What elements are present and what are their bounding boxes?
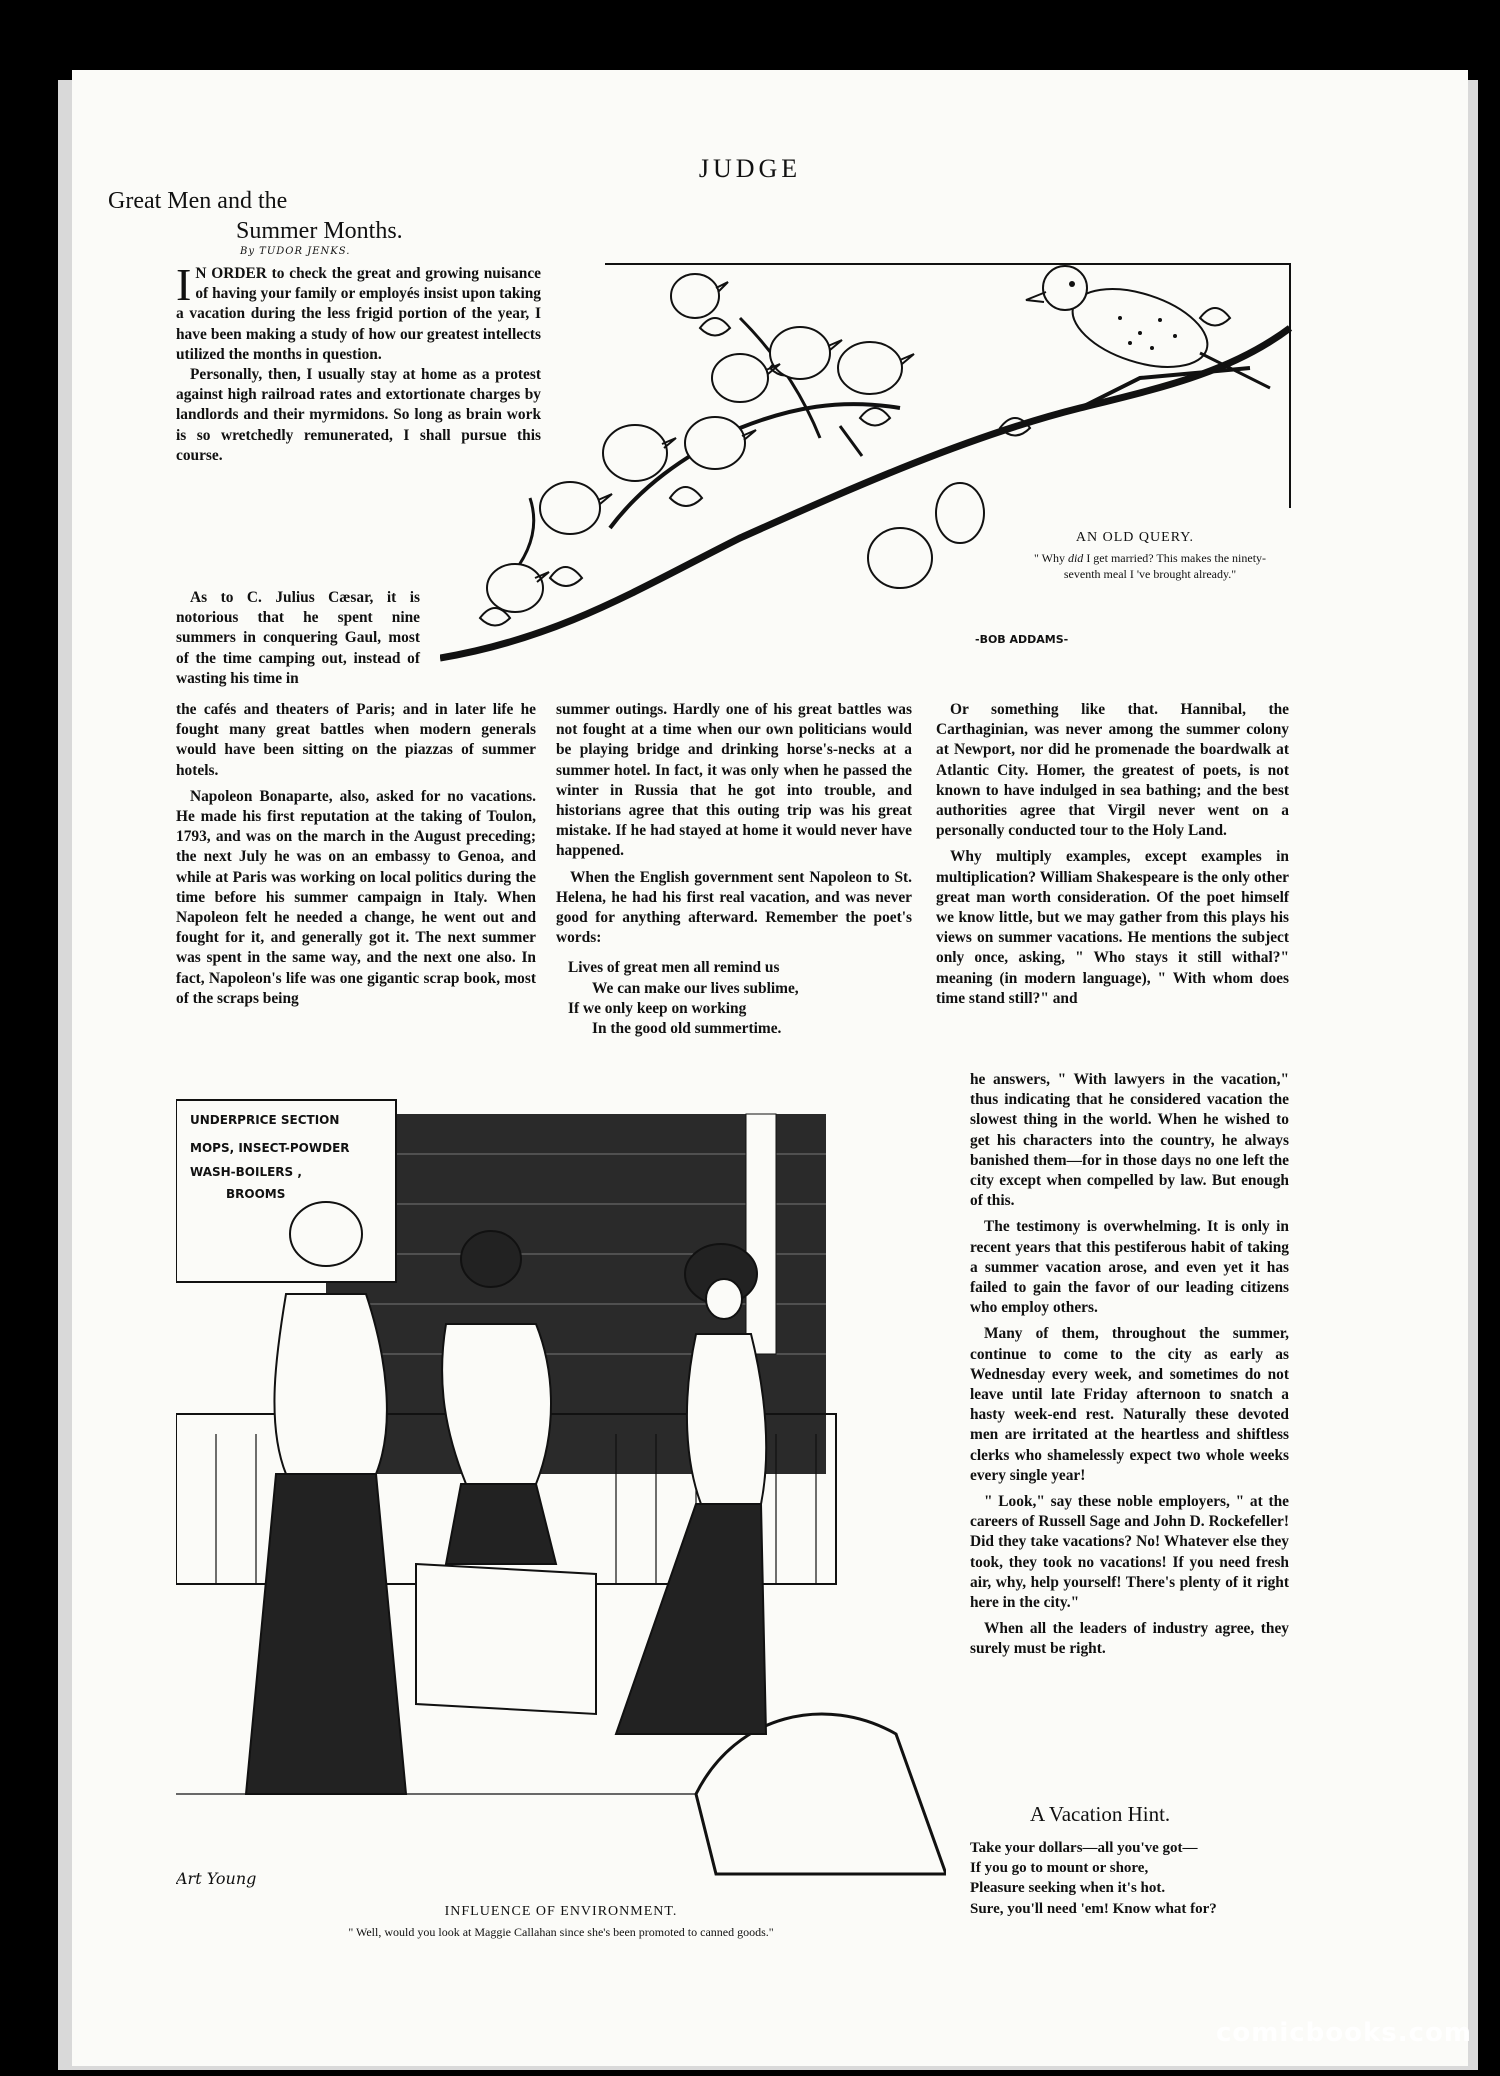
paragraph-3a: As to C. Julius Cæsar, it is notorious that he spent nine summers in conquering Gaul, most of the time camping out, instead of wasting his time in	[176, 589, 420, 687]
bird-cartoon-caption: " Why did I get married? This makes the ninety-seventh meal I 've brought already."	[1033, 551, 1267, 581]
sign-title: UNDERPRICE SECTION	[190, 1113, 340, 1127]
poem2-title: A Vacation Hint.	[1030, 1802, 1171, 1826]
underprice-sign	[176, 1100, 396, 1282]
paragraph-10: Many of them, throughout the summer, continue to come to the city as early as Wednesday every week, and sometimes do not leave until late Friday afternoon to snatch a hasty week-end rest. Naturally these devoted men are irritated at the heartless and shiftless clerks who shamelessly expect two whole weeks every single year!	[970, 1325, 1289, 1484]
watermark: comicbooks.com	[1215, 2018, 1472, 2048]
poem-line: Lives of great men all remind us	[568, 959, 780, 977]
bird-cartoon-illustration	[440, 258, 1300, 678]
paragraph-4: Napoleon Bonaparte, also, asked for no vacations. He made his first reputation at the taking of Toulon, 1793, and was on the march in the August preceding; the next July he was on an embassy to Genoa, and while at Paris was working on local politics during the time before his summer campaign in Italy. When Napoleon felt he needed a change, he went out and fought for it, and generally got it. The next summer was spent in the same way, and the next one also. In fact, Napoleon's life was one gigantic scrap book, most of the scraps being	[176, 787, 536, 1007]
store-cartoon-title: INFLUENCE OF ENVIRONMENT.	[444, 1904, 678, 1919]
paragraph-2: Personally, then, I usually stay at home as a protest against high railroad rates and extortionate charges by landlords and their myrmidons. So long as brain work is so wretchedly remunerated, I shall pursue this course.	[176, 366, 541, 464]
paragraph-12: When all the leaders of industry agree, they surely must be right.	[970, 1620, 1289, 1658]
paragraph-8b: he answers, " With lawyers in the vacation," thus indicating that he considered vacation the slowest thing in the world. When he wished to get his characters into the country, he always banished them—for in those days no one left the city except when compelled by law. But enough of this.	[970, 1071, 1289, 1210]
column-1-bottom	[176, 700, 536, 1009]
paragraph-6: When the English government sent Napoleon to St. Helena, he had his first real vacation, and was never good for anything afterward. Remember the poet's words:	[556, 868, 912, 947]
paragraph-3b: the cafés and theaters of Paris; and in later life he fought many great battles when modern generals would have been sitting on the piazzas of summer hotels.	[176, 701, 536, 779]
paragraph-5: summer outings. Hardly one of his great battles was not fought at a time when our own politicians would be playing bridge and drinking horse's-necks at a summer hotel. In fact, it was only when he passed the winter in Russia that he got into trouble, and historians agree that this outing trip was his great mistake. If he had stayed at home it would never have happened.	[556, 701, 912, 860]
poem-line: We can make our lives sublime,	[592, 979, 799, 997]
column-3-top	[936, 700, 1289, 1009]
article-title-line1: Great Men and the	[108, 188, 288, 214]
sign-line: BROOMS	[226, 1187, 286, 1201]
column-2	[556, 700, 912, 1039]
poem2-line: Pleasure seeking when it's hot.	[970, 1880, 1166, 1897]
store-cartoon-illustration	[176, 1094, 946, 1894]
bird-cartoon-title: AN OLD QUERY.	[1075, 530, 1195, 545]
poem2	[970, 1838, 1300, 1919]
poem-line: In the good old summertime.	[592, 1020, 782, 1038]
store-cartoon-signature: Art Young	[176, 1869, 257, 1888]
paragraph-1: I N ORDER to check the great and growing nuisance of having your family or employés insist upon taking a vacation during the less frigid portion of the year, I have been making a study of how our greatest intellects utilized the months in question.	[176, 259, 541, 363]
poem	[568, 958, 912, 1039]
article-title	[108, 186, 438, 246]
article-title-line2: Summer Months.	[236, 218, 403, 244]
column-3-bottom	[970, 1070, 1289, 1660]
poem2-line: If you go to mount or shore,	[970, 1860, 1149, 1877]
sign-line: WASH-BOILERS ,	[190, 1165, 302, 1179]
publication-title: JUDGE	[698, 154, 802, 183]
paragraph-9: The testimony is overwhelming. It is only in recent years that this pestiferous habit of taking a summer vacation arose, and even yet it has failed to gain the favor of our leading citizens who employ others.	[970, 1218, 1289, 1317]
poem-line: If we only keep on working	[568, 999, 747, 1017]
drop-cap: I	[176, 259, 192, 310]
store-cartoon-caption: " Well, would you look at Maggie Callahan since she's been promoted to canned goods."	[348, 1925, 774, 1939]
sign-line: MOPS, INSECT-POWDER	[190, 1141, 350, 1155]
paragraph-7: Or something like that. Hannibal, the Carthaginian, was never among the summer colony at Newport, nor did he promenade the boardwalk at Atlantic City. Homer, the greatest of poets, is not known to have indulged in sea bathing; and the best authorities agree that Virgil never went on a personally conducted tour to the Holy Land.	[936, 701, 1289, 840]
paragraph-8a: Why multiply examples, except examples in multiplication? William Shakespeare is the only other great man worth consideration. Of the poet himself we know little, but we may gather from this plays his views on summer vacations. He mentions the subject only once, asking, " Who stays it still withal?" meaning (in modern language), " With whom does time stand still?" and	[936, 848, 1289, 1007]
poem2-line: Sure, you'll need 'em! Know what for?	[970, 1900, 1217, 1917]
bird-cartoon-signature: -BOB ADDAMS-	[975, 633, 1069, 646]
paragraph-11: " Look," say these noble employers, " at the careers of Russell Sage and John D. Rockefeller! Did they take vacations? No! Whatever else they took, they took no vacations! If you need fresh air, why, help yourself! There's plenty of it right here in the city."	[970, 1493, 1289, 1612]
column-1-narrow	[176, 588, 420, 689]
poem2-line: Take your dollars—all you've got—	[970, 1840, 1198, 1856]
article-byline: By TUDOR JENKS.	[240, 246, 351, 257]
